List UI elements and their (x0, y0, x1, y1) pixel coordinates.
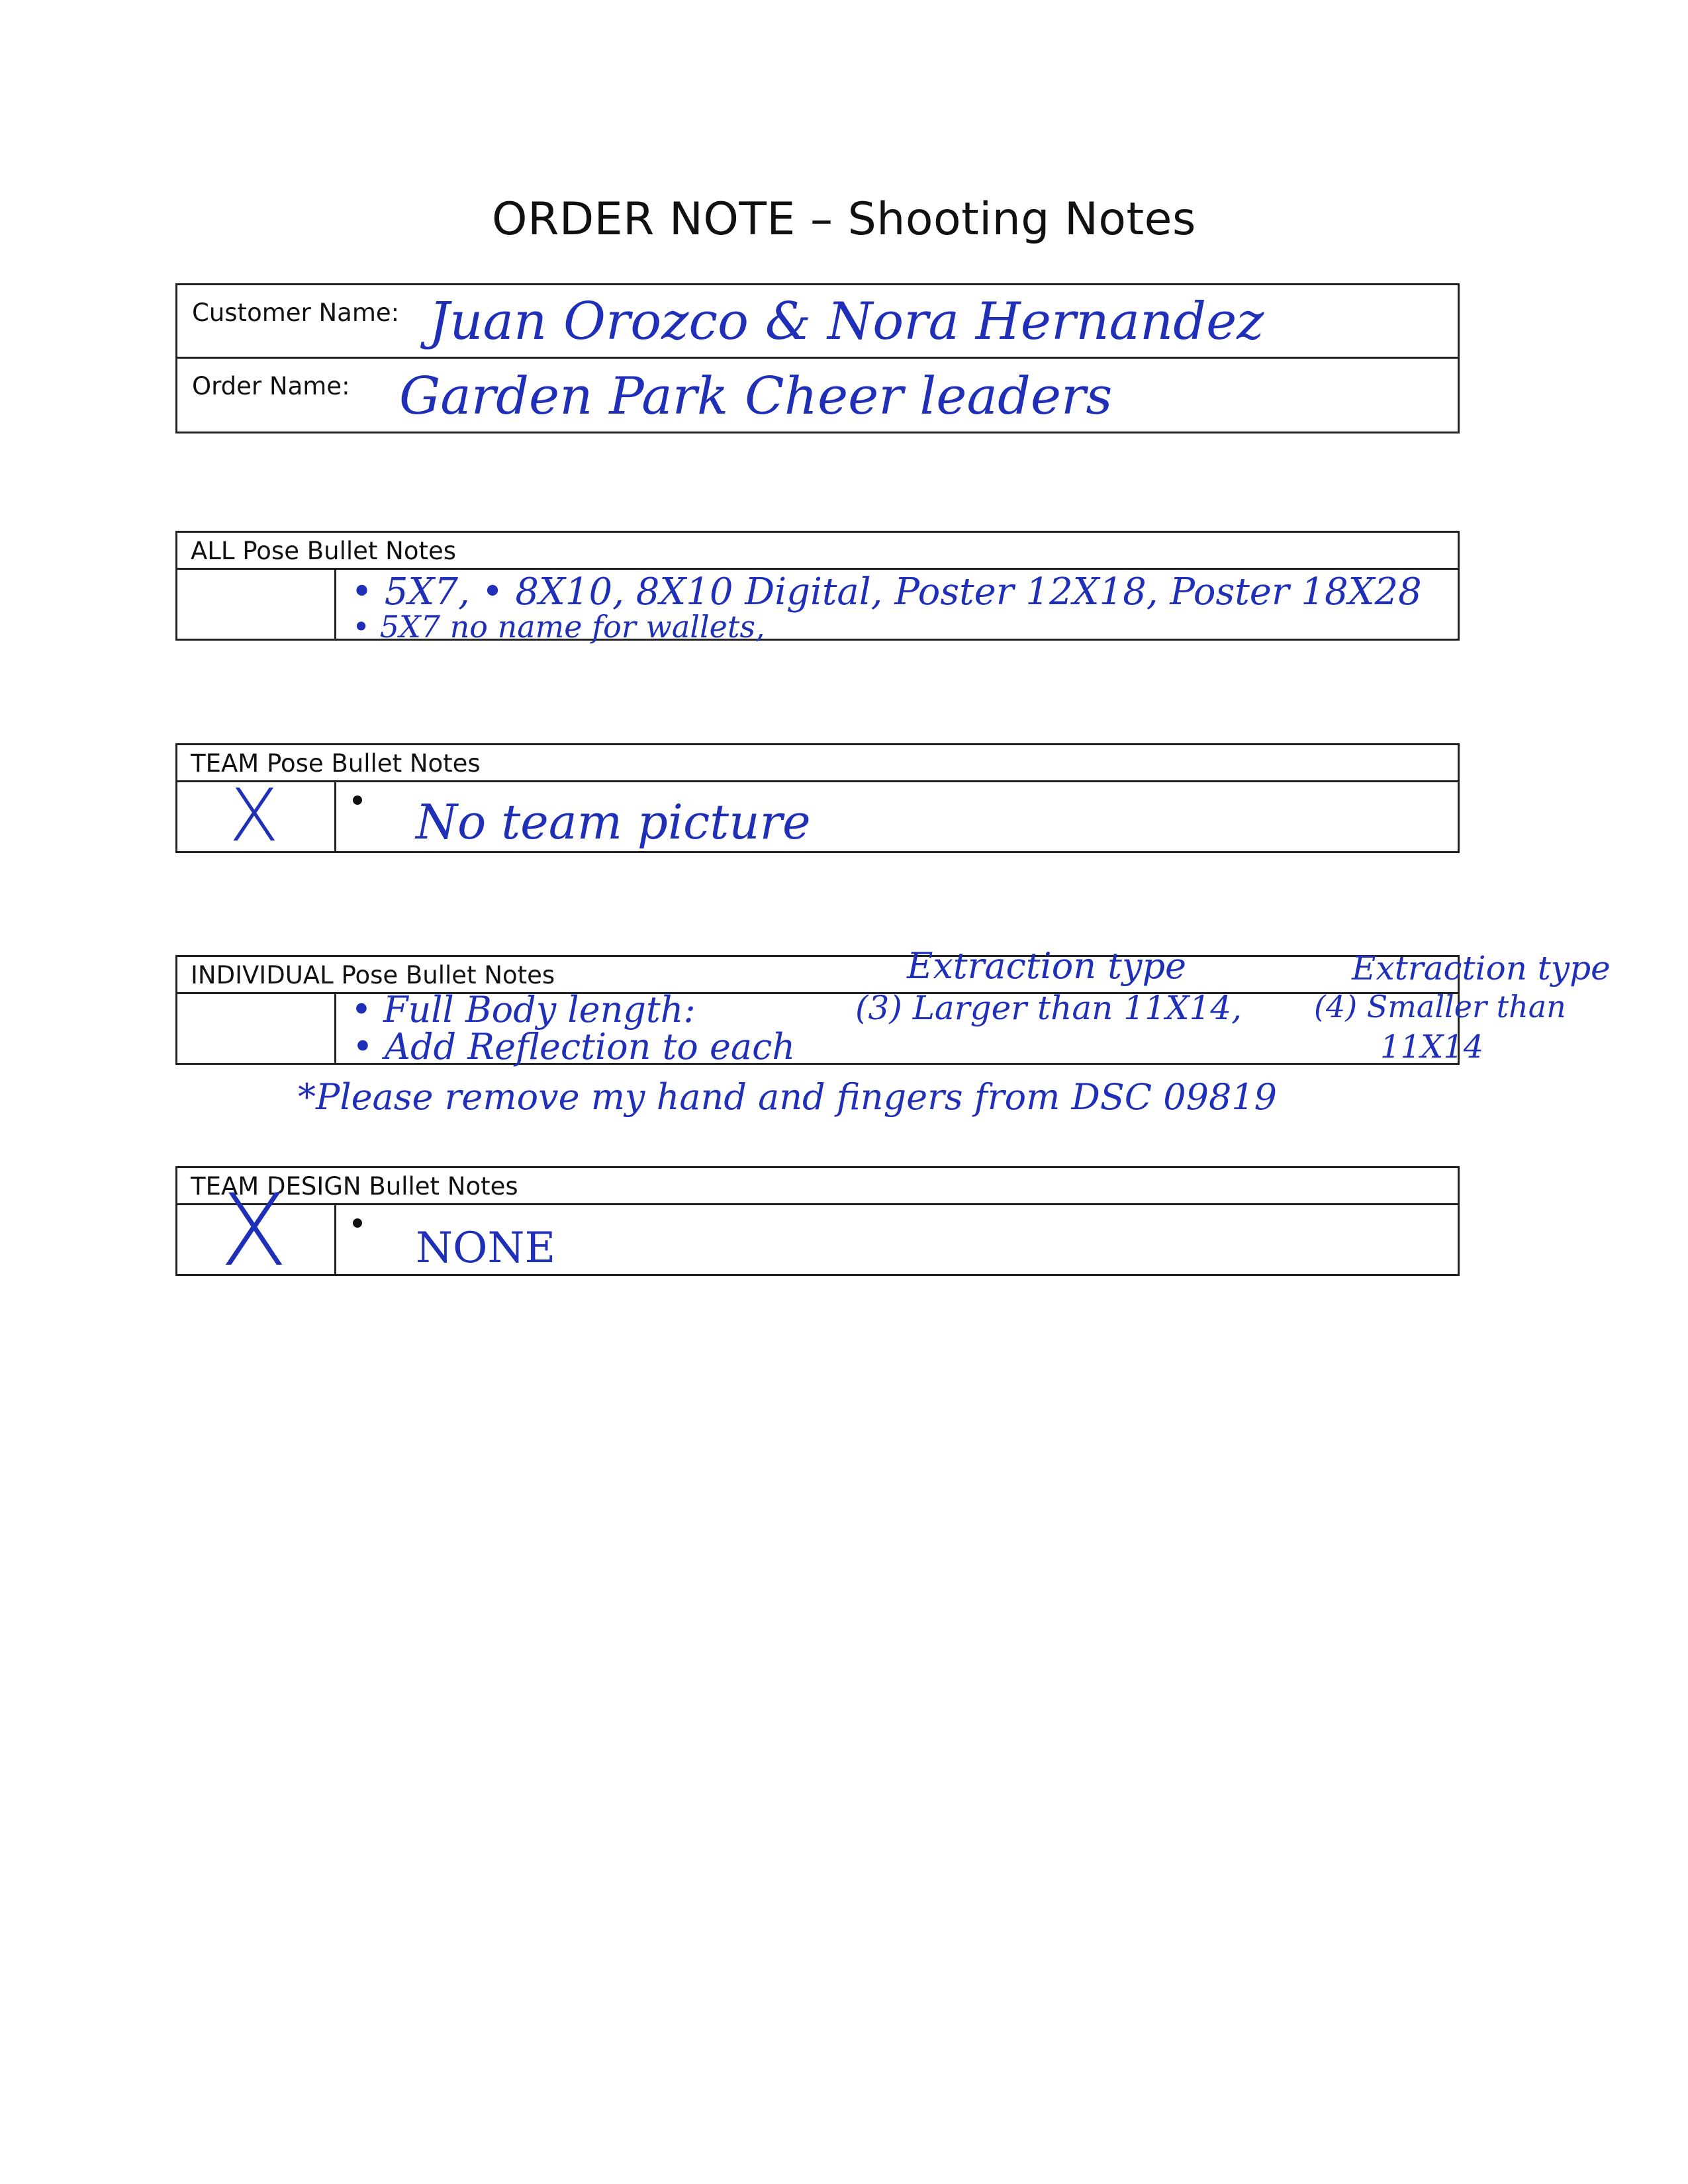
individual-pose-header: INDIVIDUAL Pose Bullet Notes (177, 957, 1458, 994)
order-name-row (177, 359, 1458, 432)
customer-order-box (175, 283, 1460, 433)
all-pose-header: ALL Pose Bullet Notes (177, 533, 1458, 570)
individual-pose-line-1: • Full Body length: (351, 989, 696, 1030)
team-pose-note: No team picture (416, 794, 811, 850)
team-pose-content (177, 773, 1458, 858)
extraction-type-value-2: (4) Smaller than (1314, 989, 1566, 1024)
all-pose-check-cell (177, 570, 336, 639)
team-design-notes-box (175, 1166, 1460, 1289)
order-name-label: Order Name: (192, 372, 350, 400)
individual-pose-extra-note: *Please remove my hand and fingers from DSC 09819 (298, 1076, 1278, 1118)
customer-name-value: Juan Orozco & Nora Hernandez (429, 292, 1264, 351)
team-pose-x-mark: X (229, 773, 279, 858)
team-design-check-cell (177, 1173, 336, 1289)
all-pose-line-1: • 5X7, • 8X10, 8X10 Digital, Poster 12X18, Poster 18X28 (351, 570, 1422, 614)
all-pose-line-2: • 5X7 no name for wallets, (352, 609, 765, 645)
team-pose-bullet-icon (353, 796, 362, 805)
team-pose-check-cell (177, 773, 336, 858)
team-design-header: TEAM DESIGN Bullet Notes (177, 1168, 1458, 1205)
page-title: ORDER NOTE – Shooting Notes (492, 193, 1196, 246)
extraction-type-label-2: Extraction type (1352, 949, 1611, 987)
team-design-bullet-icon (353, 1218, 362, 1228)
team-pose-notes-box (175, 743, 1460, 858)
extraction-type-label-1: Extraction type (907, 945, 1186, 987)
team-pose-header: TEAM Pose Bullet Notes (177, 745, 1458, 782)
customer-name-row (177, 285, 1458, 359)
team-design-x-mark: X (220, 1173, 288, 1289)
individual-pose-line-2: • Add Reflection to each (352, 1026, 796, 1068)
order-name-value: Garden Park Cheer leaders (399, 367, 1113, 426)
extraction-type-value-1: (3) Larger than 11X14, (855, 989, 1242, 1027)
individual-pose-check-cell (177, 994, 336, 1063)
team-design-note: NONE (416, 1224, 556, 1273)
customer-name-label: Customer Name: (192, 298, 400, 327)
extraction-type-size-2: 11X14 (1380, 1028, 1484, 1066)
